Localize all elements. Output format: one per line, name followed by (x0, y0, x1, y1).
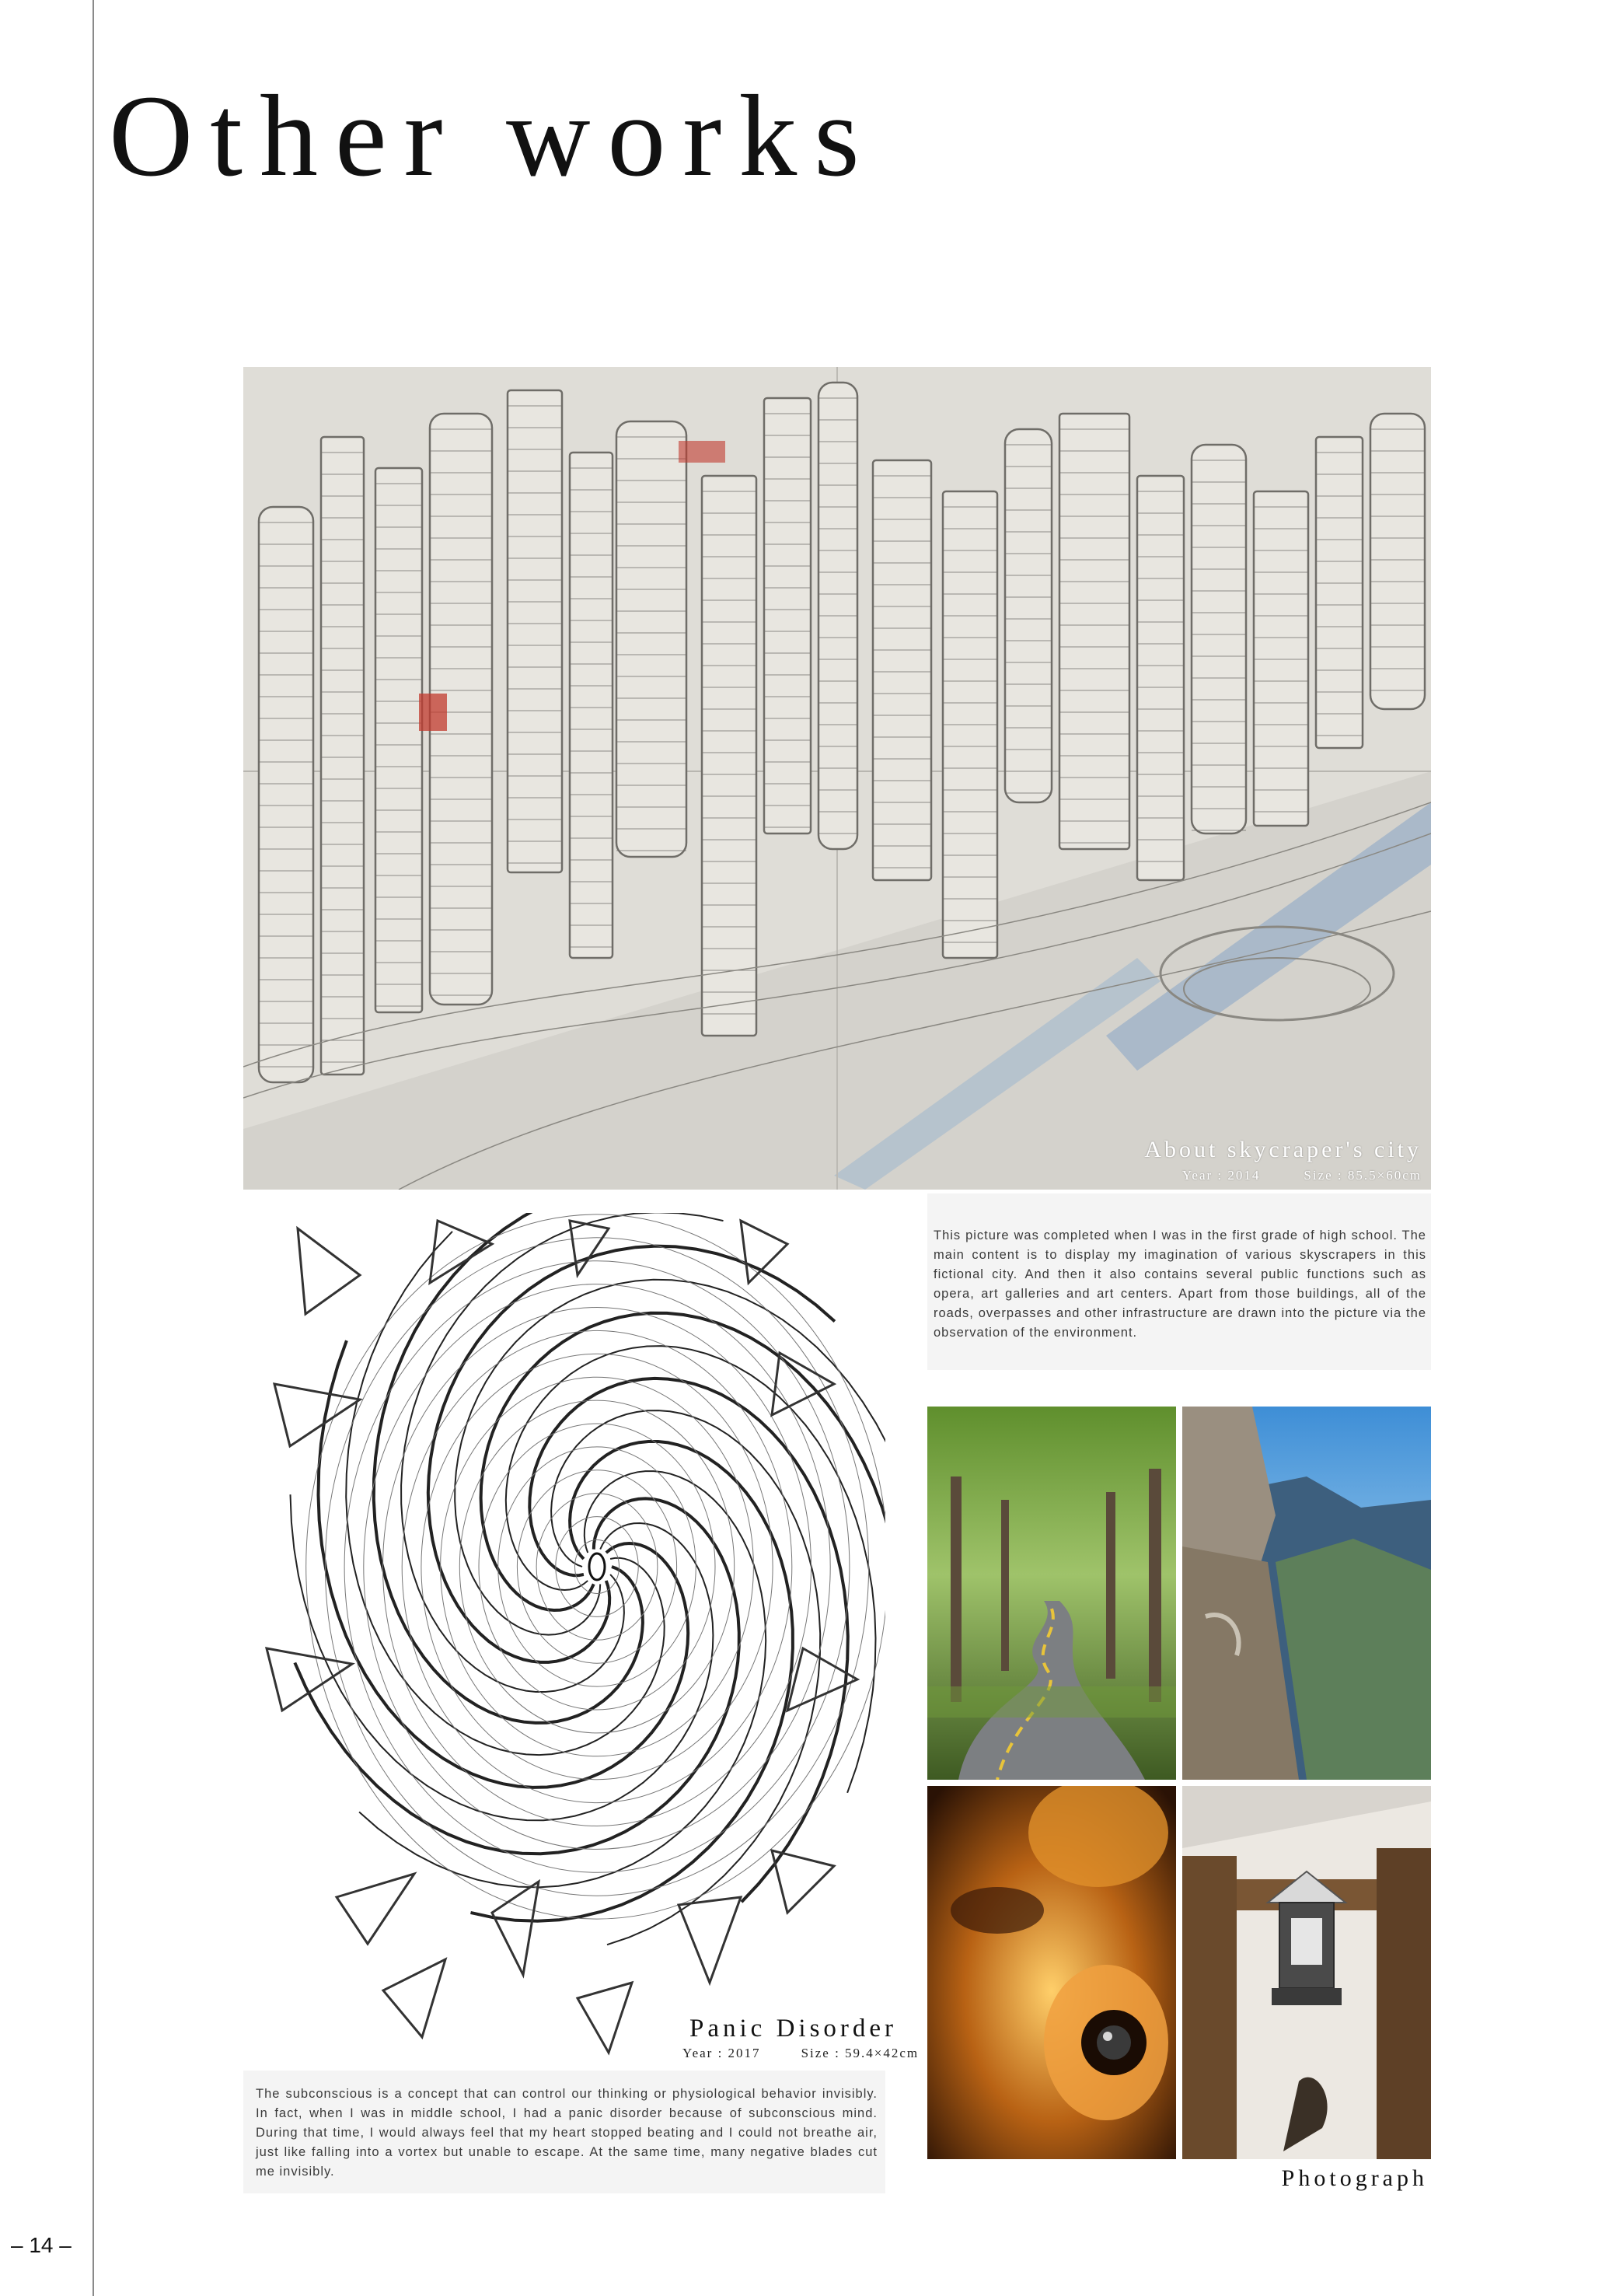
panic-year: Year : 2017 (682, 2046, 761, 2060)
city-size: Size : 85.5×60cm (1304, 1168, 1422, 1183)
tower-sketch (1254, 491, 1308, 826)
tower-sketch (508, 390, 562, 872)
camera-photo-image (927, 1786, 1176, 2159)
page-title: Other works (109, 72, 877, 201)
tower-sketch (1192, 445, 1246, 833)
panic-title: Panic Disorder (689, 2015, 898, 2043)
vortex-sketch (243, 1213, 885, 2067)
tower-sketch (1005, 429, 1052, 802)
panic-disorder-drawing (243, 1213, 885, 2067)
tower-sketch (570, 453, 613, 958)
mountain-photo-image (1182, 1407, 1431, 1780)
skyscraper-city-drawing (243, 367, 1431, 1190)
tower-sketch (616, 421, 686, 857)
photo-lamp-tower (1182, 1786, 1431, 2159)
city-meta (1139, 1168, 1422, 1183)
panic-size: Size : 59.4×42cm (801, 2046, 920, 2060)
photo-mountain-gorge (1182, 1407, 1431, 1780)
road-photo-image (927, 1407, 1176, 1780)
margin-rule (92, 0, 94, 2296)
tower-sketch (1316, 437, 1363, 748)
tower-photo-image (1182, 1786, 1431, 2159)
tower-sketch (1370, 414, 1425, 709)
photo-winding-road (927, 1407, 1176, 1780)
tower-sketch (1059, 414, 1129, 849)
city-title: About skycraper's city (1144, 1137, 1422, 1162)
tower-sketch (375, 468, 422, 1012)
tower-sketch (702, 476, 756, 1036)
tower-sketch (259, 507, 313, 1082)
tower-sketch (1137, 476, 1184, 880)
panic-description: The subconscious is a concept that can control our thinking or physiological behavior invisibly. In fact, when I was in middle school, I had a panic disorder because of subconscious mind. During that time, I would always feel that my heart stopped beating and I could not breathe air, just like falling into a vortex but unable to escape. At the same time, many negative blades cut me invisibly. (243, 2071, 885, 2193)
city-year: Year : 2014 (1181, 1168, 1261, 1183)
panic-meta (642, 2046, 919, 2061)
tower-sketch (321, 437, 364, 1075)
tower-sketch (873, 460, 931, 880)
city-sketch (243, 367, 1431, 1190)
photo-camera-reflection (927, 1786, 1176, 2159)
photograph-label: Photograph (1281, 2165, 1428, 2191)
page-number: – 14 – (11, 2233, 72, 2257)
city-description: This picture was completed when I was in the first grade of high school. The main content is to display my imagination of various skyscrapers in this fictional city. And then it also contains several public functions such as opera, art galleries and art centers. Apart from those buildings, all of the roads, overpasses and other infrastructure are drawn into the picture via the observation of the environment. (927, 1193, 1431, 1370)
tower-sketch (764, 398, 811, 833)
